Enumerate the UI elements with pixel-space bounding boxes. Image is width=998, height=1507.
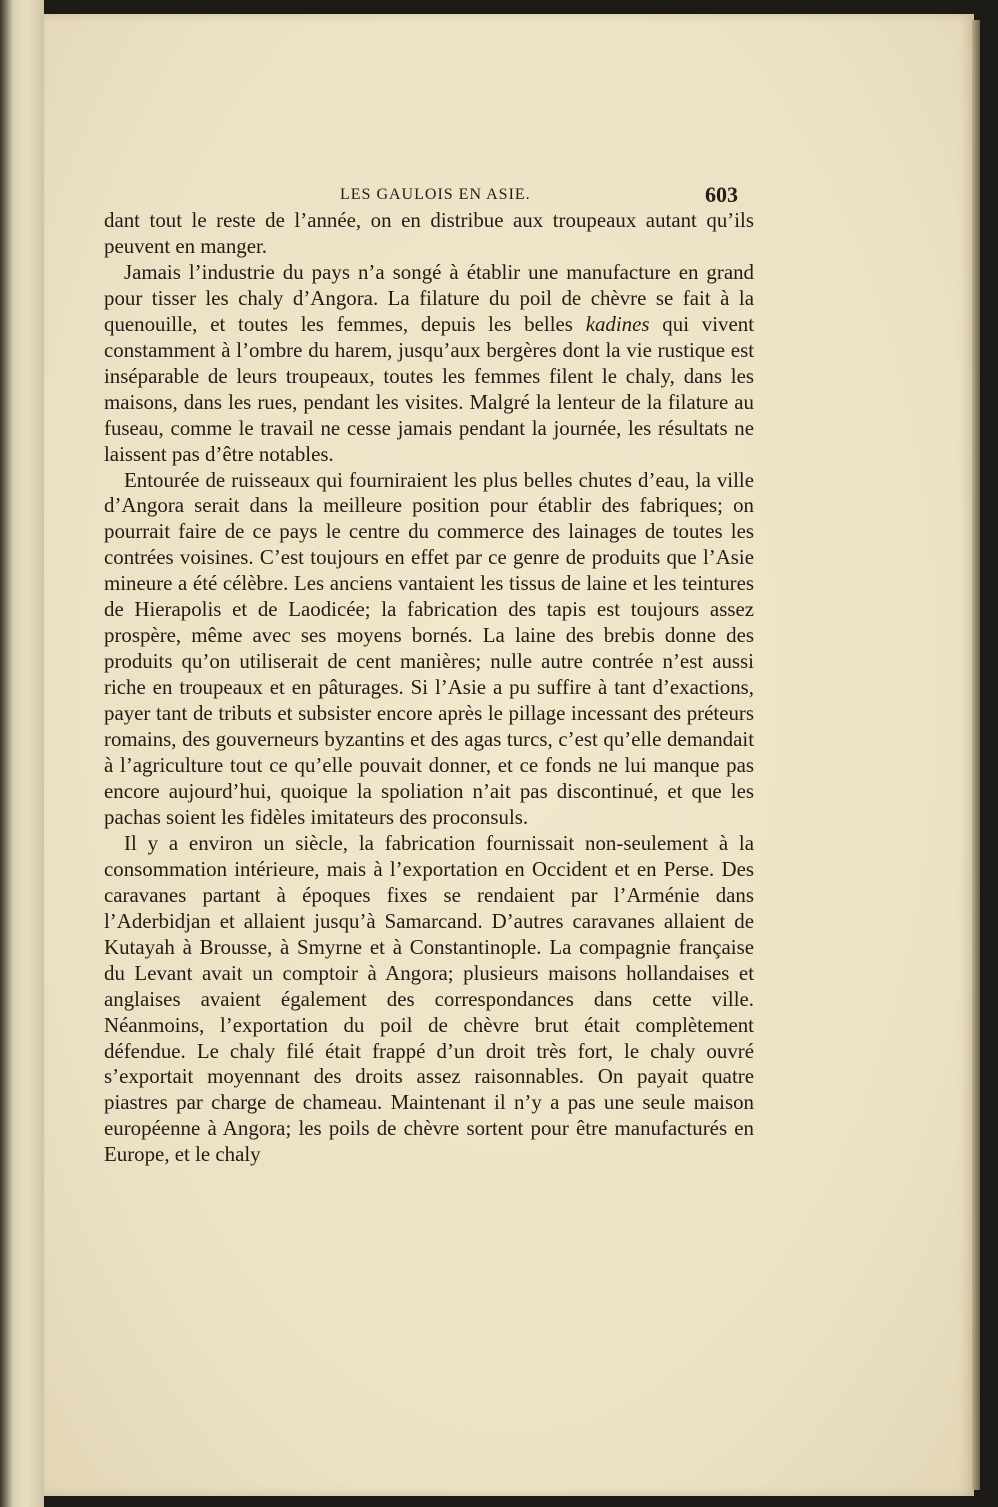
paragraph-text: Entourée de ruisseaux qui fourniraient les plus belles chutes d’eau, la ville d’Angora serait dans la meilleure position pour établir des fabriques; on pourrait faire de ce pays le centre du commerce des lainages de toutes les contrées voisines. C’est toujours en effet par ce genre de produits que l’Asie mineure a été célèbre. Les anciens vantaient les tissus de laine et les teintures de Hierapolis et de Laodicée; la fabrication des tapis est toujours assez prospère, même avec ses moyens bornés. La laine des brebis donne des produits qu’on utiliserait de cent manières; nulle autre contrée n’est aussi riche en troupeaux et en pâturages. Si l’Asie a pu suffire à tant d’exactions, payer tant de tributs et subsister encore après le pillage incessant des préteurs romains, des gouverneurs byzantins et des agas turcs, c’est qu’elle demandait à l’agriculture tout ce qu’elle pouvait donner, et ce fonds ne lui manque pas encore aujourd’hui, quoique la spoliation n’ait pas discontinué, et que les pachas soient les fidèles imitateurs des proconsuls.: [104, 467, 754, 829]
running-header: [104, 182, 738, 210]
paragraph-3: [104, 468, 754, 831]
paragraph-text: dant tout le reste de l’année, on en distribue aux troupeaux autant qu’ils peuvent en manger.: [104, 208, 754, 258]
body-text: [104, 208, 754, 1168]
paragraph-2: [104, 260, 754, 468]
page-number: 603: [705, 182, 738, 207]
paragraph-text: Il y a environ un siècle, la fabrication fournissait non-seulement à la consommation intérieure, mais à l’exportation en Occident et en Perse. Des caravanes partant à époques fixes se rendaient par l’Arménie dans l’Aderbidjan et allaient jusqu’à Samarcand. D’autres caravanes allaient de Kutayah à Brousse, à Smyrne et à Constantinople. La compagnie française du Levant avait un comptoir à Angora; plusieurs maisons hollandaises et anglaises avaient également des correspondances dans cette ville. Néanmoins, l’exportation du poil de chèvre brut était complètement défendue. Le chaly filé était frappé d’un droit très fort, le chaly ouvré s’exportait moyennant des droits assez raisonnables. On payait quatre piastres par charge de chameau. Maintenant il n’y a pas une seule maison européenne à Angora; les poils de chèvre sortent pour être manufacturés en Europe, et le chaly: [104, 830, 754, 1167]
facing-page-edge: [0, 0, 44, 1507]
paragraph-1: [104, 208, 754, 260]
running-title: LES GAULOIS EN ASIE.: [340, 186, 531, 203]
page-edge-shadow: [972, 20, 980, 1490]
italic-term: kadines: [585, 311, 650, 336]
paragraph-text-before: Jamais l’industrie du pays n’a songé à établir une manufacture en grand pour tisser les chaly d’Angora. La filature du poil de chèvre se fait à la quenouille, et toutes les femmes, depuis les belles: [104, 259, 754, 336]
paragraph-4: [104, 831, 754, 1168]
paragraph-text-after: qui vivent constamment à l’ombre du harem, jusqu’aux bergères dont la vie rustique est inséparable de leurs troupeaux, toutes les femmes filent le chaly, dans les maisons, dans les rues, pendant les visites. Malgré la lenteur de la filature au fuseau, comme le travail ne cesse jamais pendant la journée, les résultats ne laissent pas d’être notables.: [104, 311, 754, 466]
